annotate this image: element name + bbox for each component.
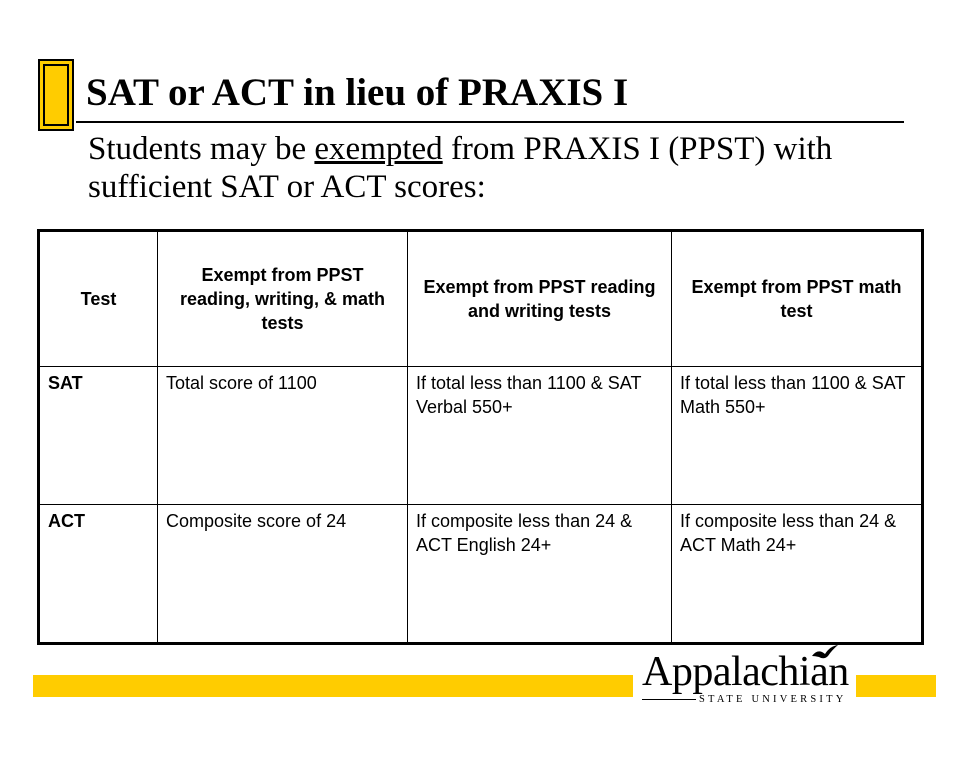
column-header-test: Test <box>39 231 158 367</box>
title-underline-rule <box>76 121 904 123</box>
subtitle-text-before: Students may be <box>88 131 315 167</box>
footer-accent-bar-left <box>33 675 633 697</box>
table-header-row <box>39 231 923 367</box>
logo-wordmark: Appalachian <box>642 649 849 695</box>
logo-subtext: STATE UNIVERSITY <box>699 694 847 705</box>
cell-act-math: If composite less than 24 & ACT Math 24+ <box>672 505 923 644</box>
row-label-sat: SAT <box>39 367 158 505</box>
subtitle-emphasis: exempted <box>314 131 443 167</box>
cell-sat-math: If total less than 1100 & SAT Math 550+ <box>672 367 923 505</box>
cell-sat-all: Total score of 1100 <box>158 367 408 505</box>
table-row-sat <box>39 367 923 505</box>
slide-subtitle <box>88 130 888 206</box>
appalachian-logo <box>642 650 848 710</box>
column-header-math: Exempt from PPST math test <box>672 231 923 367</box>
slide-title: SAT or ACT in lieu of PRAXIS I <box>86 71 629 114</box>
row-label-act: ACT <box>39 505 158 644</box>
column-header-reading-writing: Exempt from PPST reading and writing tests <box>408 231 672 367</box>
subtitle-text-after: from PRAXIS I (PPST) with sufficient SAT or ACT scores: <box>88 131 833 205</box>
cell-act-reading-writing: If composite less than 24 & ACT English 24+ <box>408 505 672 644</box>
cell-sat-reading-writing: If total less than 1100 & SAT Verbal 550+ <box>408 367 672 505</box>
exemption-table <box>37 229 924 645</box>
table-row-act <box>39 505 923 644</box>
column-header-all-tests: Exempt from PPST reading, writing, & math tests <box>158 231 408 367</box>
cell-act-all: Composite score of 24 <box>158 505 408 644</box>
title-accent-bar <box>38 59 74 131</box>
logo-rule <box>642 699 696 700</box>
footer-accent-bar-right <box>856 675 936 697</box>
